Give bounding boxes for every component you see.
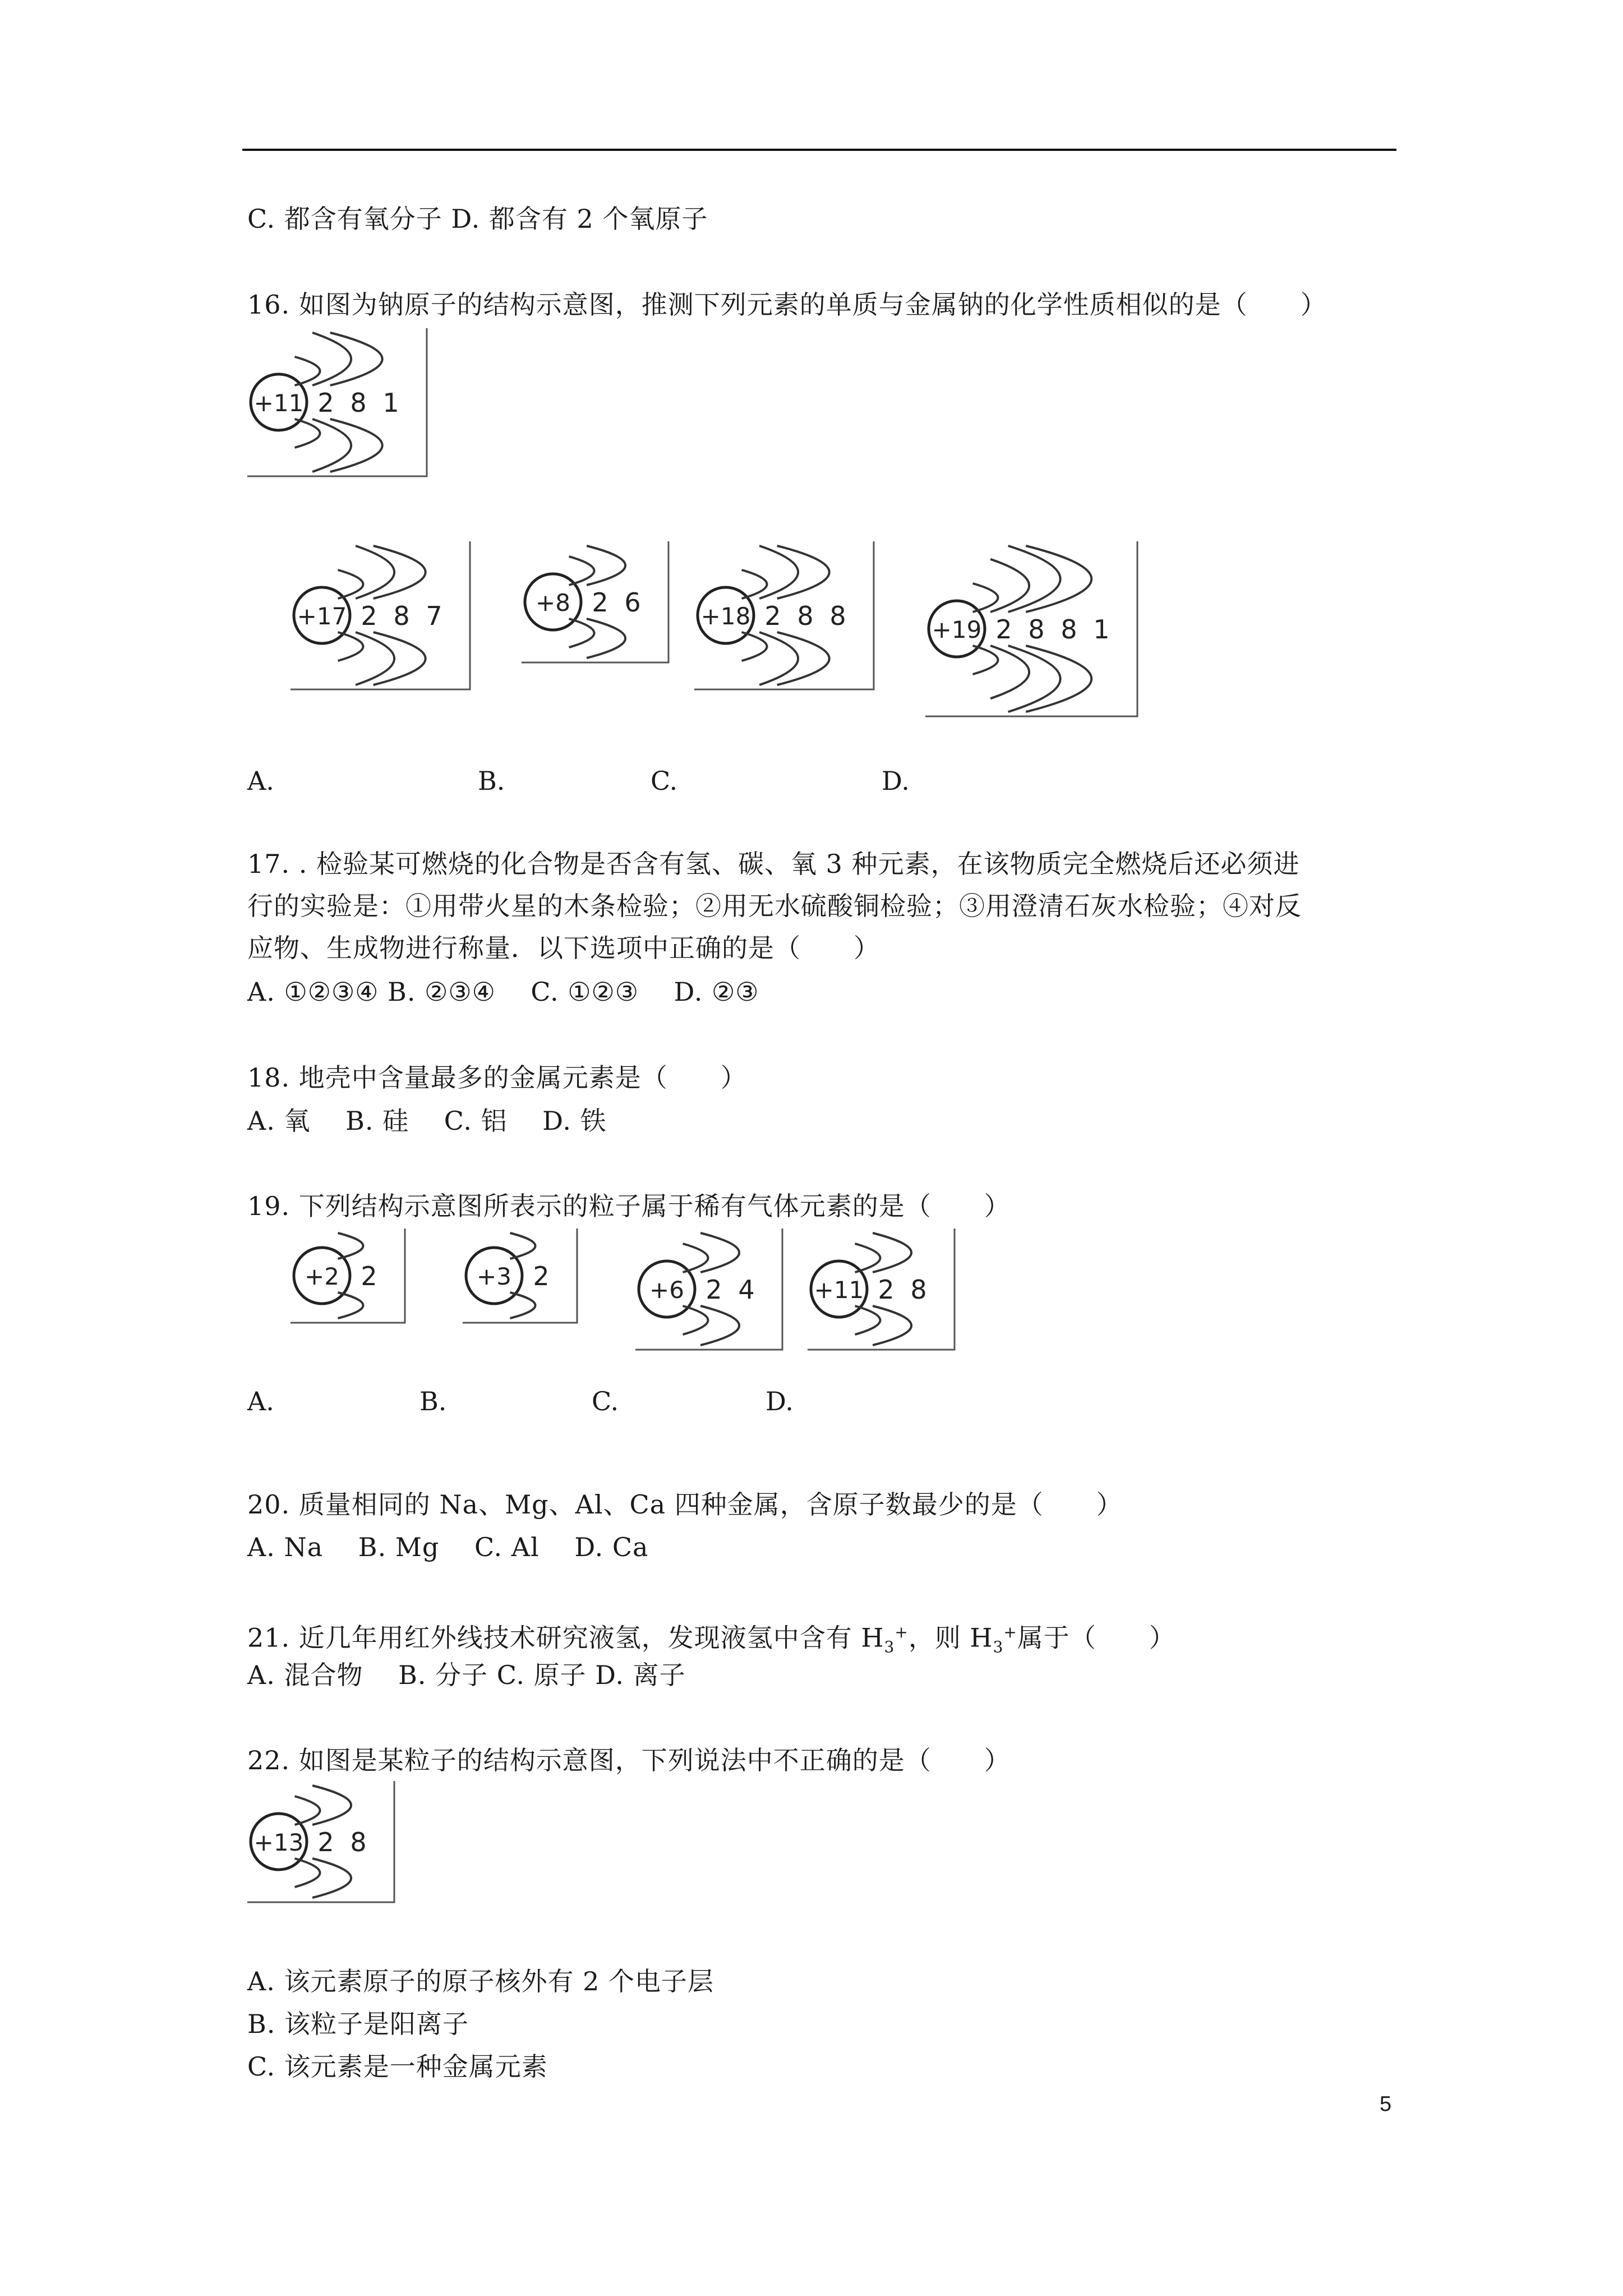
nucleus-charge: +2 [305,1263,339,1290]
atom-diagram-q16-c [694,541,874,689]
nucleus-charge: +3 [477,1263,511,1290]
q19-label-c: C. [592,1386,619,1416]
shell-electron-count: 8 [350,388,367,418]
atom-svg [291,1228,405,1323]
q22-option-b: B. 该粒子是阳离子 [247,2009,469,2039]
electron-shell-arc [312,1786,351,1825]
atom-svg [522,541,668,662]
electron-shell-arc [330,333,382,385]
q16-label-a: A. [247,766,274,796]
q15-options-cd: C. 都含有氧分子 D. 都含有 2 个氧原子 [247,204,708,234]
electron-shell-arc [312,1858,351,1898]
electron-shell-arc [587,619,625,658]
shell-electron-count: 8 [797,601,814,631]
q17-options: A. ①②③④ B. ②③④ C. ①②③ D. ②③ [247,977,759,1007]
q17-stem-line3: 应物、生成物进行称量．以下选项中正确的是（ ） [247,933,880,963]
atom-svg [694,541,874,689]
shell-electron-count: 2 [361,1261,377,1291]
header-rule [242,149,1396,151]
atom-svg [635,1228,782,1350]
q21-stem-pre: 21. 近几年用红外线技术研究液氢，发现液氢中含有 H [247,1622,884,1653]
nucleus-charge: +11 [814,1276,864,1304]
nucleus-charge: +11 [253,389,304,417]
atom-svg [291,541,470,689]
q22-stem: 22. 如图是某粒子的结构示意图，下列说法中不正确的是（ ） [247,1745,1011,1775]
shell-electron-count: 4 [738,1274,755,1305]
atom-svg [808,1228,955,1350]
shell-electron-count: 8 [393,601,410,631]
atom-diagram-q22 [247,1781,394,1902]
atom-diagram-q16-b [522,541,668,662]
q19-stem: 19. 下列结构示意图所表示的粒子属于稀有气体元素的是（ ） [247,1191,1011,1221]
shell-electron-count: 2 [764,601,781,631]
atom-diagram-q16-a [291,541,470,689]
electron-shell-arc [759,546,798,599]
nucleus-charge: +19 [932,616,982,643]
shell-electron-count: 8 [829,601,846,631]
atom-svg [247,1781,394,1902]
shell-electron-count: 2 [592,587,608,618]
q21-superscript-2: + [1003,1623,1017,1641]
shell-electron-count: 2 [995,614,1012,645]
q21-superscript-1: + [895,1623,909,1641]
nucleus-charge: +18 [700,602,751,630]
electron-shell-arc [873,1306,911,1345]
electron-shell-arc [312,333,351,385]
shell-electron-count: 2 [533,1261,550,1291]
q22-option-c: C. 该元素是一种金属元素 [247,2051,548,2082]
q16-label-d: D. [882,766,910,796]
shell-electron-count: 2 [317,1827,334,1857]
shell-electron-count: 2 [317,388,334,418]
q21-subscript-1: 3 [884,1637,895,1657]
q21-stem [247,1617,1175,1663]
shell-electron-count: 8 [350,1827,367,1857]
page-number: 5 [1380,2092,1392,2116]
shell-electron-count: 7 [426,601,442,631]
q21-options: A. 混合物 B. 分子 C. 原子 D. 离子 [247,1660,686,1690]
electron-shell-arc [777,546,829,599]
q16-stem: 16. 如图为钠原子的结构示意图，推测下列元素的单质与金属钠的化学性质相似的是（ ） [247,289,1327,320]
nucleus-charge: +6 [649,1276,684,1304]
electron-shell-arc [587,546,625,585]
q18-options: A. 氧 B. 硅 C. 铝 D. 铁 [247,1106,607,1136]
electron-shell-arc [330,419,382,472]
q19-label-a: A. [247,1386,274,1416]
shell-electron-count: 2 [361,601,377,631]
q19-label-b: B. [419,1386,447,1416]
atom-svg [925,541,1137,716]
q16-label-b: B. [478,766,505,796]
q18-stem: 18. 地壳中含量最多的金属元素是（ ） [247,1062,747,1093]
q17-stem-line1: 17. . 检验某可燃烧的化合物是否含有氢、碳、氧 3 种元素，在该物质完全燃烧后还必须进 [247,849,1300,879]
atom-diagram-q19-b [463,1228,577,1323]
q22-option-a: A. 该元素原子的原子核外有 2 个电子层 [247,1966,714,1996]
atom-diagram-q19-a [291,1228,405,1323]
q21-stem-mid: ，则 H [908,1622,993,1653]
q19-label-d: D. [766,1386,794,1416]
atom-diagram-sodium [247,328,427,476]
q20-stem: 20. 质量相同的 Na、Mg、Al、Ca 四种金属，含原子数最少的是（ ） [247,1489,1123,1520]
electron-shell-arc [356,546,394,599]
atom-diagram-q19-d [808,1228,955,1350]
shell-electron-count: 8 [1028,614,1045,645]
q21-subscript-2: 3 [993,1637,1004,1657]
shell-electron-count: 1 [1093,614,1110,645]
electron-shell-arc [700,1233,739,1272]
electron-shell-arc [873,1233,911,1272]
atom-svg [463,1228,577,1323]
electron-shell-arc [990,559,1029,612]
atom-diagram-q16-d [925,541,1137,716]
atom-diagram-q19-c [635,1228,782,1350]
electron-shell-arc [374,546,426,599]
electron-shell-arc [356,632,394,685]
electron-shell-arc [759,632,798,685]
shell-electron-count: 2 [706,1274,722,1305]
nucleus-charge: +17 [297,602,347,630]
q17-stem-line2: 行的实验是：①用带火星的木条检验；②用无水硫酸铜检验；③用澄清石灰水检验；④对反 [247,891,1302,921]
shell-electron-count: 8 [910,1274,927,1305]
shell-electron-count: 6 [624,587,641,618]
electron-shell-arc [312,419,351,472]
q16-label-c: C. [651,766,678,796]
shell-electron-count: 8 [1061,614,1077,645]
q21-stem-post: 属于（ ） [1017,1622,1175,1653]
shell-electron-count: 2 [878,1274,895,1305]
electron-shell-arc [990,646,1029,698]
nucleus-charge: +8 [536,589,570,616]
electron-shell-arc [374,632,426,685]
nucleus-charge: +13 [253,1829,304,1856]
electron-shell-arc [777,632,829,685]
electron-shell-arc [700,1306,739,1345]
shell-electron-count: 1 [382,388,399,418]
atom-svg [247,328,427,476]
q20-options: A. Na B. Mg C. Al D. Ca [247,1532,649,1562]
